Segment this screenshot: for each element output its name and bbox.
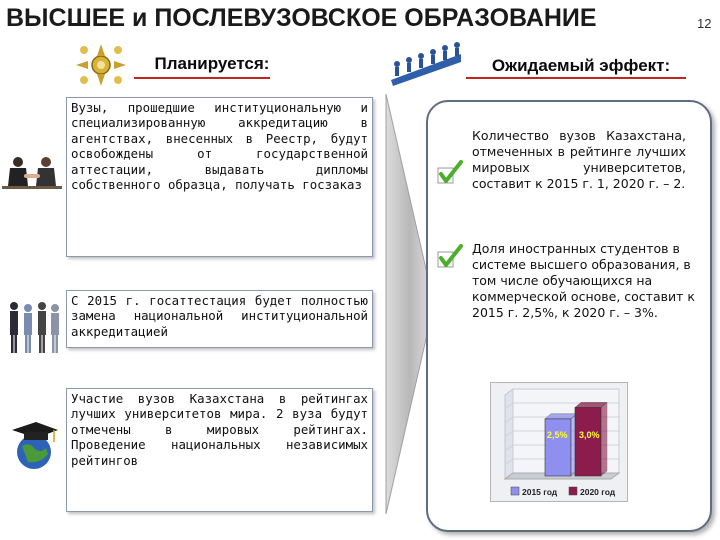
business-people-photo bbox=[6, 298, 62, 358]
chart-legend-label: 2020 год bbox=[580, 487, 616, 497]
chart-data-label: 2,5% bbox=[547, 430, 568, 440]
chart-bar bbox=[545, 419, 571, 476]
chart-legend-swatch bbox=[569, 487, 577, 495]
left-heading: Планируется: bbox=[154, 54, 270, 73]
chart-svg bbox=[491, 383, 627, 501]
effect-item-1: Количество вузов Казахстана, отмеченных в рейтинге лучших мировых университетов, составит к 2015 г. 1, 2020 г. – 2. bbox=[472, 128, 686, 191]
effect-item-2: Доля иностранных студентов в системе высшего образования, в том числе обучающихся на коммерческой основе, составит к 2015 г. 2,5%, к 2020 г. – 3%. bbox=[472, 241, 695, 320]
page-title: ВЫСШЕЕ и ПОСЛЕВУЗОВСКОЕ ОБРАЗОВАНИЕ bbox=[6, 4, 597, 32]
chart-legend-swatch bbox=[511, 487, 519, 495]
plan-item-2: С 2015 г. госаттестация будет полностью замена национальной институциональной аккредитацией bbox=[66, 290, 373, 348]
handshake-photo bbox=[2, 150, 62, 202]
chart-bar bbox=[575, 407, 601, 476]
plan-item-3: Участие вузов Казахстана в рейтингах лучших университетов мира. 2 вуза будут отмечены в мировых рейтингах. Проведение национальных независимых рейтингов bbox=[66, 388, 373, 512]
checkmark-icon bbox=[436, 160, 464, 186]
slide-number: 12 bbox=[697, 16, 712, 31]
right-heading-underline bbox=[466, 77, 686, 79]
checkmark-icon bbox=[436, 244, 464, 270]
ornament-icon bbox=[72, 42, 130, 88]
left-heading-underline bbox=[134, 77, 270, 79]
chart-legend-label: 2015 год bbox=[522, 487, 558, 497]
right-heading: Ожидаемый эффект: bbox=[491, 56, 671, 75]
people-group-icon bbox=[387, 40, 465, 88]
plan-item-1: Вузы, прошедшие институциональную и специализированную аккредитацию в агентствах, внесенных в Реестр, будут освобождены от государственной аттестации, выдавать дипломы собственного образца, получать госзаказ bbox=[66, 97, 373, 257]
chart-bar-side bbox=[601, 402, 607, 476]
chart-data-label: 3,0% bbox=[579, 430, 600, 440]
foreign-students-chart bbox=[490, 382, 628, 502]
graduation-globe-icon bbox=[10, 420, 60, 472]
